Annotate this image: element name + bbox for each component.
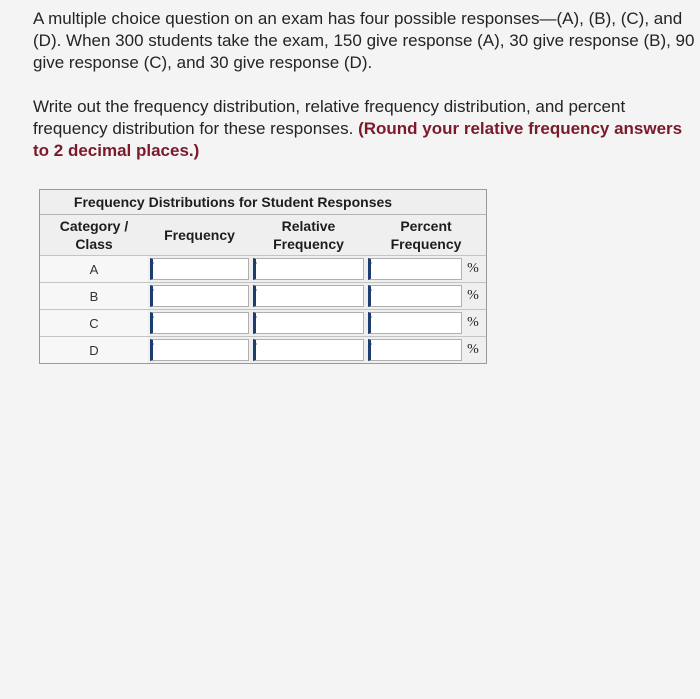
percent-input-group (368, 285, 484, 307)
percent-input-a[interactable] (368, 258, 462, 280)
relative-cell (251, 337, 366, 364)
percent-cell (366, 256, 486, 283)
percent-sign: % (467, 342, 479, 357)
frequency-cell (148, 256, 251, 283)
question-paragraph-1: A multiple choice question on an exam has four possible responses—(A), (B), (C), and (D). When 300 students take the exam, 150 give response (A), 30 give response (B), 90 give response (C), and 30 give response (D). (33, 9, 695, 72)
percent-input-group (368, 312, 484, 334)
percent-input-b[interactable] (368, 285, 462, 307)
question-paragraph-2 (33, 96, 695, 162)
table-caption: Frequency Distributions for Student Responses (73, 194, 393, 210)
category-label: A (40, 256, 148, 283)
category-label: B (40, 283, 148, 310)
percent-sign: % (467, 315, 479, 330)
frequency-cell (148, 310, 251, 337)
relative-cell (251, 310, 366, 337)
frequency-input-b[interactable] (150, 285, 249, 307)
percent-input-group (368, 339, 484, 361)
percent-input-d[interactable] (368, 339, 462, 361)
table-row (40, 310, 486, 337)
table-row (40, 283, 486, 310)
percent-input-group (368, 258, 484, 280)
frequency-cell (148, 283, 251, 310)
relative-input-a[interactable] (253, 258, 364, 280)
relative-input-b[interactable] (253, 285, 364, 307)
header-relative-frequency: Relative Frequency (251, 215, 366, 256)
header-category: Category / Class (40, 215, 148, 256)
frequency-input-a[interactable] (150, 258, 249, 280)
percent-cell (366, 283, 486, 310)
percent-cell (366, 310, 486, 337)
relative-input-c[interactable] (253, 312, 364, 334)
header-frequency: Frequency (148, 215, 251, 256)
percent-cell (366, 337, 486, 364)
table-header-row (40, 215, 486, 256)
frequency-cell (148, 337, 251, 364)
category-label: D (40, 337, 148, 364)
question-text (33, 8, 695, 162)
frequency-input-d[interactable] (150, 339, 249, 361)
percent-sign: % (467, 261, 479, 276)
header-percent-frequency: Percent Frequency (366, 215, 486, 256)
relative-input-d[interactable] (253, 339, 364, 361)
table-row (40, 337, 486, 364)
rounding-hint: (Round your relative frequency answers to 2 decimal places.) (33, 119, 683, 160)
frequency-distribution-table (39, 189, 487, 364)
category-label: C (40, 310, 148, 337)
relative-cell (251, 283, 366, 310)
percent-sign: % (467, 288, 479, 303)
frequency-input-c[interactable] (150, 312, 249, 334)
relative-cell (251, 256, 366, 283)
table-row (40, 256, 486, 283)
percent-input-c[interactable] (368, 312, 462, 334)
instruction-text: Write out the frequency distribution, relative frequency distribution, and percent frequency distribution for these responses. (33, 97, 626, 138)
